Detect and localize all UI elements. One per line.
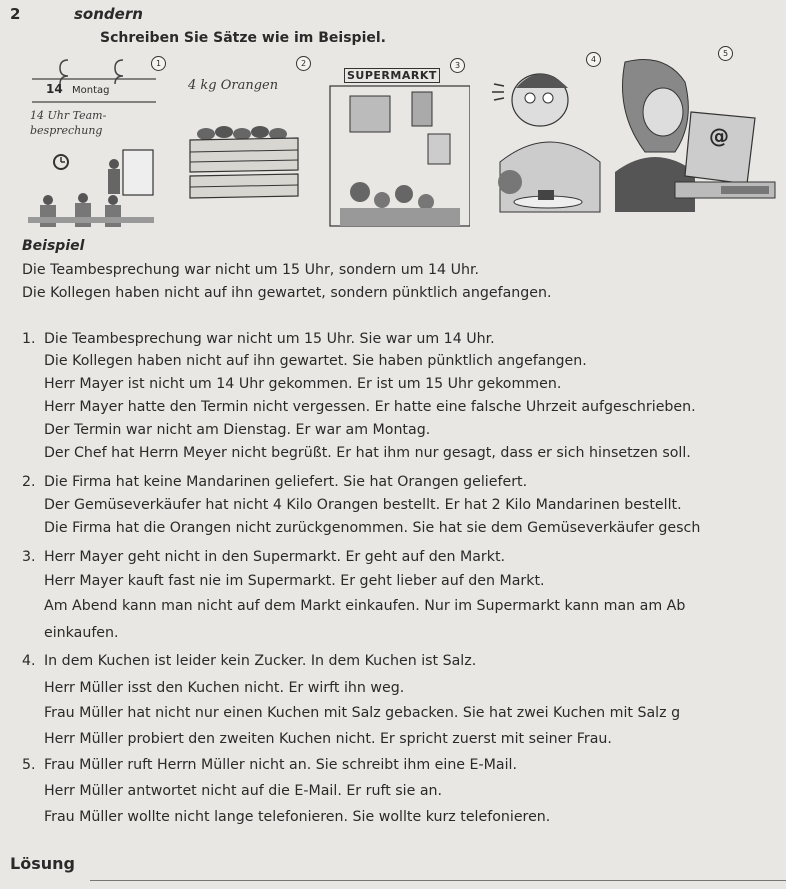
loesung-label: Lösung <box>10 854 75 873</box>
item-line: Die Firma hat keine Mandarinen geliefert. Sie hat Orangen geliefert. <box>44 474 528 490</box>
beispiel-line: Die Kollegen haben nicht auf ihn gewartet, sondern pünktlich angefangen. <box>22 285 552 301</box>
loesung-rule <box>90 880 786 881</box>
crate-label: 4 kg Orangen <box>188 78 279 93</box>
item-line: Am Abend kann man nicht auf dem Markt einkaufen. Nur im Supermarkt kann man am Ab <box>44 598 686 614</box>
calendar-day-name: Montag <box>72 85 110 96</box>
man-eating-cake-icon <box>480 52 610 230</box>
illustration-panel-3 <box>320 52 470 230</box>
item-line: In dem Kuchen ist leider kein Zucker. In dem Kuchen ist Salz. <box>44 653 477 669</box>
panel-number: 4 <box>586 52 601 67</box>
illustration-panel-5 <box>615 49 780 230</box>
item-line: Herr Mayer kauft fast nie im Supermarkt. Er geht lieber auf den Markt. <box>44 573 545 589</box>
panel-number: 3 <box>450 58 465 73</box>
item-line: Herr Mayer geht nicht in den Supermarkt. Er geht auf den Markt. <box>44 549 506 565</box>
email-at-symbol: @ <box>709 124 729 148</box>
illustration-panel-1 <box>28 52 162 230</box>
item-number: 5. <box>22 757 36 773</box>
item-line: Die Kollegen haben nicht auf ihn gewartet. Sie haben pünktlich angefangen. <box>44 353 587 369</box>
calendar-note-line2: besprechung <box>30 124 103 137</box>
exercise-number: 2 <box>10 5 21 23</box>
item-number: 3. <box>22 549 36 565</box>
item-line: Die Firma hat die Orangen nicht zurückgenommen. Sie hat sie dem Gemüseverkäufer gesch <box>44 520 701 536</box>
item-line: Frau Müller hat nicht nur einen Kuchen mit Salz gebacken. Sie hat zwei Kuchen mit Salz g <box>44 705 681 721</box>
item-line: Herr Müller probiert den zweiten Kuchen nicht. Er spricht zuerst mit seiner Frau. <box>44 731 612 747</box>
item-line: Der Gemüseverkäufer hat nicht 4 Kilo Orangen bestellt. Er hat 2 Kilo Mandarinen bestellt. <box>44 497 682 513</box>
panel-number: 2 <box>296 56 311 71</box>
item-line: Herr Müller antwortet nicht auf die E-Mail. Er ruft sie an. <box>44 783 443 799</box>
item-line: Frau Müller wollte nicht lange telefonieren. Sie wollte kurz telefonieren. <box>44 809 551 825</box>
exercise-title: sondern <box>74 5 143 23</box>
item-number: 2. <box>22 474 36 490</box>
panel-number: 5 <box>718 46 733 61</box>
item-line: einkaufen. <box>44 625 119 641</box>
orange-crates-icon <box>186 52 306 230</box>
item-number: 1. <box>22 331 36 347</box>
item-line: Herr Mayer hatte den Termin nicht vergessen. Er hatte eine falsche Uhrzeit aufgeschrieben. <box>44 399 696 415</box>
supermarket-icon <box>320 52 470 230</box>
item-line: Der Chef hat Herrn Meyer nicht begrüßt. Er hat ihm nur gesagt, dass er sich hinsetzen soll. <box>44 445 691 461</box>
calendar-note-line1: 14 Uhr Team- <box>30 109 107 122</box>
beispiel-label: Beispiel <box>22 238 85 254</box>
panel-number: 1 <box>151 56 166 71</box>
item-number: 4. <box>22 653 36 669</box>
item-line: Die Teambesprechung war nicht um 15 Uhr. Sie war um 14 Uhr. <box>44 331 495 347</box>
calendar-meeting-icon <box>28 52 158 230</box>
exercise-instruction: Schreiben Sie Sätze wie im Beispiel. <box>100 30 386 46</box>
item-line: Frau Müller ruft Herrn Müller nicht an. Sie schreibt ihm eine E-Mail. <box>44 757 517 773</box>
illustration-panel-4 <box>480 52 610 230</box>
item-line: Herr Mayer ist nicht um 14 Uhr gekommen. Er ist um 15 Uhr gekommen. <box>44 376 562 392</box>
calendar-day-number: 14 <box>46 82 63 96</box>
illustration-panel-2 <box>186 52 306 230</box>
item-line: Der Termin war nicht am Dienstag. Er war am Montag. <box>44 422 431 438</box>
item-line: Herr Müller isst den Kuchen nicht. Er wirft ihn weg. <box>44 680 405 696</box>
supermarket-sign: SUPERMARKT <box>344 68 440 83</box>
woman-at-computer-icon <box>615 52 780 230</box>
beispiel-line: Die Teambesprechung war nicht um 15 Uhr, sondern um 14 Uhr. <box>22 262 480 278</box>
